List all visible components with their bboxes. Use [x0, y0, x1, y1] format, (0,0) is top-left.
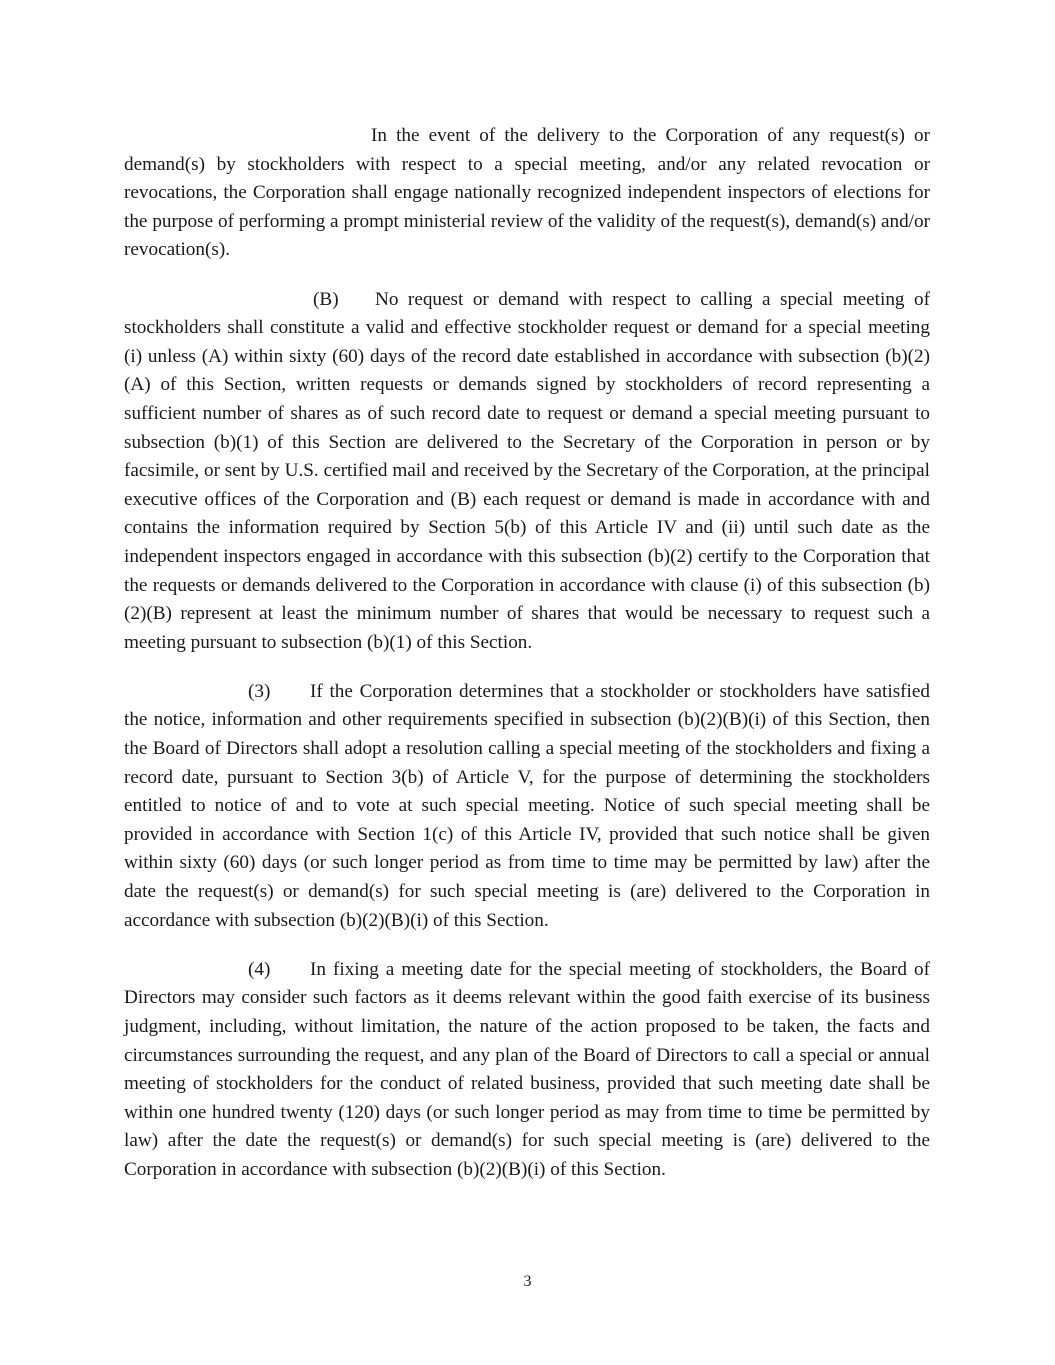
document-body: [124, 122, 930, 1205]
page-number: 3: [523, 1273, 532, 1290]
paragraph-4: [124, 956, 930, 1185]
paragraph-3: [124, 678, 930, 935]
paragraph-inspectors: [124, 122, 930, 265]
paragraph-label: (4): [248, 958, 271, 980]
paragraph-text: If the Corporation determines that a stockholder or stockholders have satisfied the notice, information and other requirements specified in subsection (b)(2)(B)(i) of this Section, then the Board of Directors shall adopt a resolution calling a special meeting of the stockholders and fixing a record date, pursuant to Section 3(b) of Article V, for the purpose of determining the stockholders entitled to notice of and to vote at such special meeting. Notice of such special meeting shall be provided in accordance with Section 1(c) of this Article IV, provided that such notice shall be given within sixty (60) days (or such longer period as from time to time may be permitted by law) after the date the request(s) or demand(s) for such special meeting is (are) delivered to the Corporation in accordance with subsection (b)(2)(B)(i) of this Section.: [124, 680, 930, 931]
paragraph-text: In fixing a meeting date for the special meeting of stockholders, the Board of Directors may consider such factors as it deems relevant within the good faith exercise of its business judgment, including, without limitation, the nature of the action proposed to be taken, the facts and circumstances surrounding the request, and any plan of the Board of Directors to call a special or annual meeting of stockholders for the conduct of related business, provided that such meeting date shall be within one hundred twenty (120) days (or such longer period as may from time to time be permitted by law) after the date the request(s) or demand(s) for such special meeting is (are) delivered to the Corporation in accordance with subsection (b)(2)(B)(i) of this Section.: [124, 958, 930, 1180]
paragraph-text: In the event of the delivery to the Corporation of any request(s) or demand(s) by stockholders with respect to a special meeting, and/or any related revocation or revocations, the Corporation shall engage nationally recognized independent inspectors of elections for the purpose of performing a prompt ministerial review of the validity of the request(s), demand(s) and/or revocation(s).: [124, 125, 930, 261]
paragraph-text: No request or demand with respect to calling a special meeting of stockholders shall constitute a valid and effective stockholder request or demand for a special meeting (i) unless (A) within sixty (60) days of the record date established in accordance with subsection (b)(2)(A) of this Section, written requests or demands signed by stockholders of record representing a sufficient number of shares as of such record date to request or demand a special meeting pursuant to subsection (b)(1) of this Section are delivered to the Secretary of the Corporation in person or by facsimile, or sent by U.S. certified mail and received by the Secretary of the Corporation, at the principal executive offices of the Corporation and (B) each request or demand is made in accordance with and contains the information required by Section 5(b) of this Article IV and (ii) until such date as the independent inspectors engaged in accordance with this subsection (b)(2) certify to the Corporation that the requests or demands delivered to the Corporation in accordance with clause (i) of this subsection (b)(2)(B) represent at least the minimum number of shares that would be necessary to request such a meeting pursuant to subsection (b)(1) of this Section.: [124, 288, 930, 653]
paragraph-label: (B): [313, 288, 339, 310]
paragraph-label: (3): [248, 680, 271, 702]
paragraph-b: [124, 286, 930, 658]
